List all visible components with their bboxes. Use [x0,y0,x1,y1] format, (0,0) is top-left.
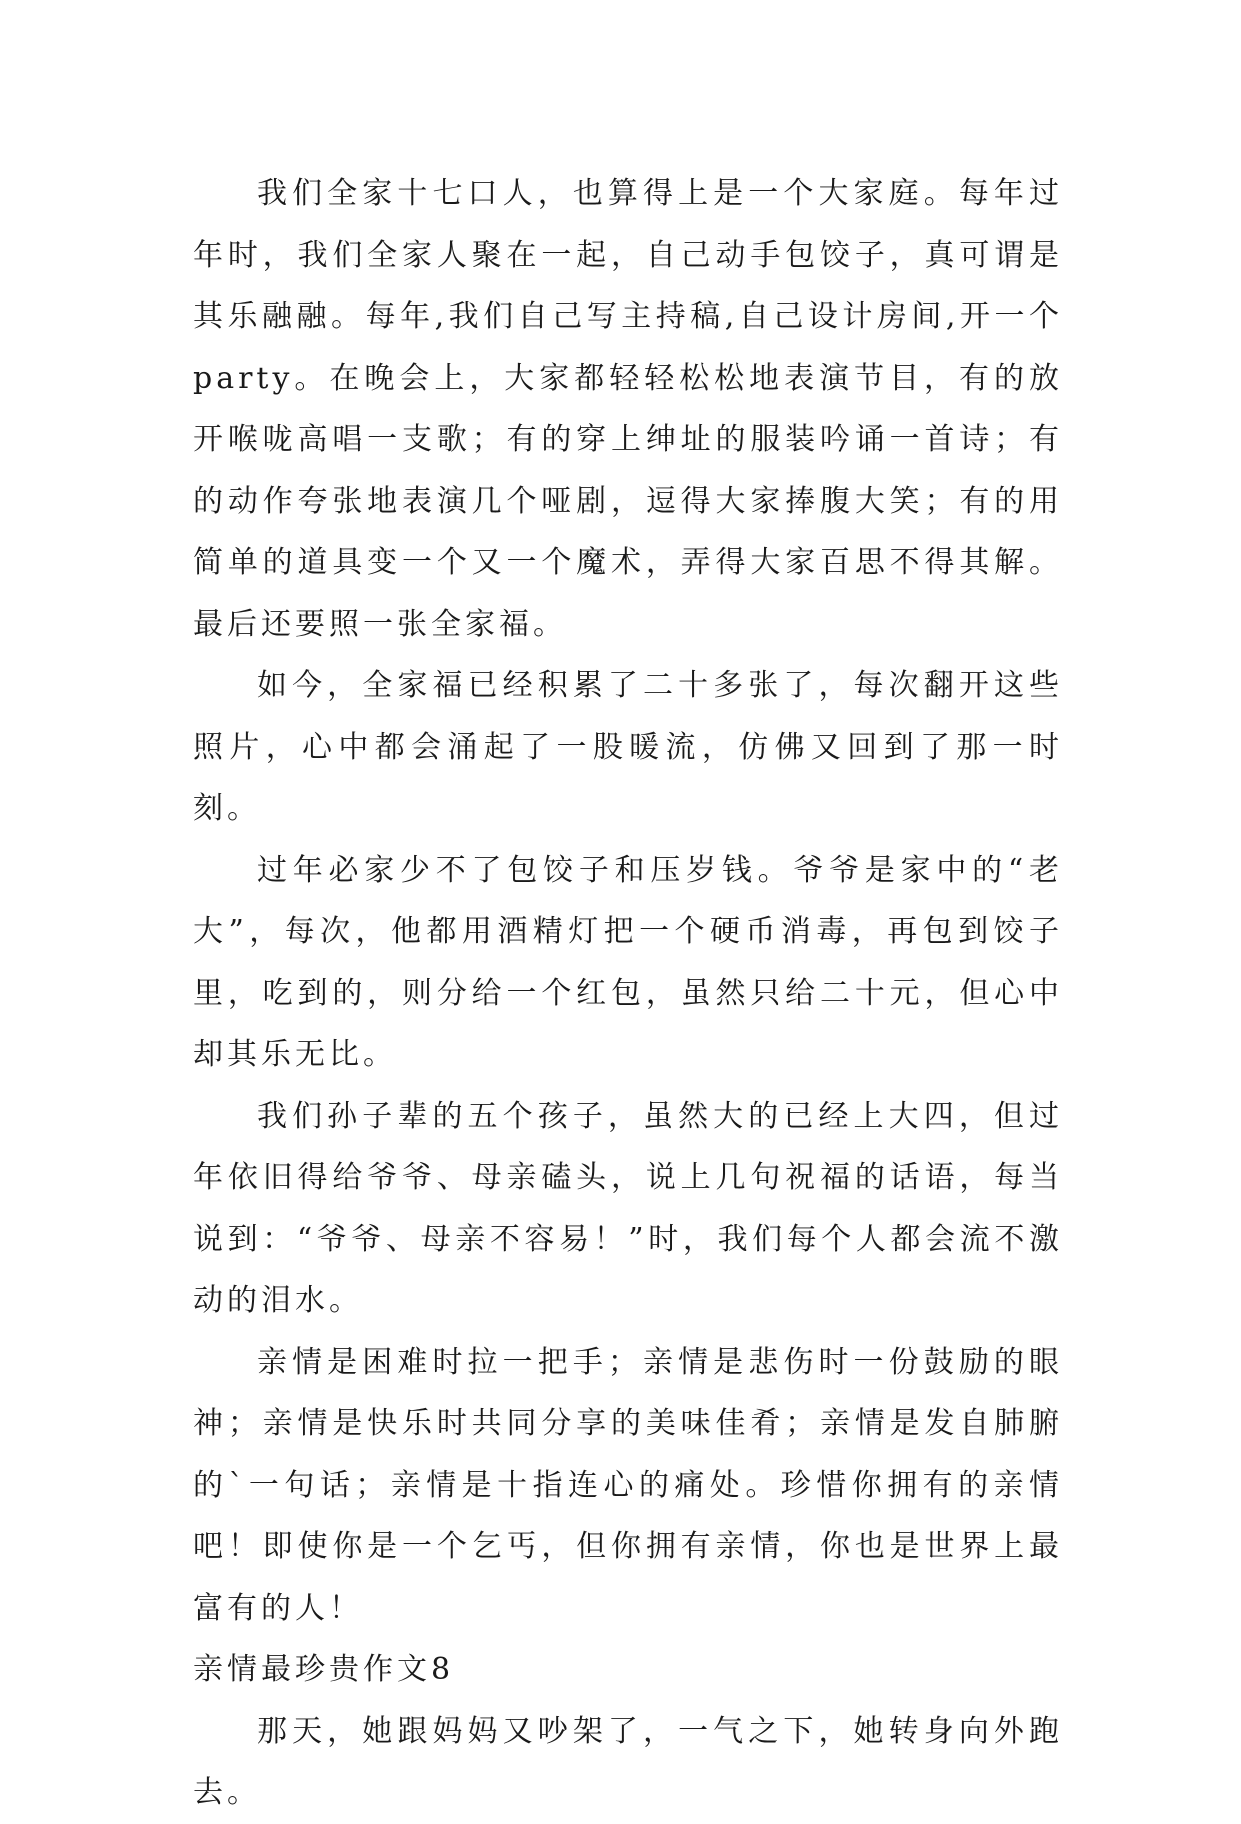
paragraph-family-party: 我们全家十七口人，也算得上是一个大家庭。每年过年时，我们全家人聚在一起，自己动手包饺子，真可谓是其乐融融。每年,我们自己写主持稿,自己设计房间,开一个party。在晚会上，大家都轻轻松松地表演节目，有的放开喉咙高唱一支歌；有的穿上绅址的服装吟诵一首诗；有的动作夸张地表演几个哑剧，逗得大家捧腹大笑；有的用简单的道具变一个又一个魔术，弄得大家百思不得其解。最后还要照一张全家福。 [193,176,1063,642]
paragraph-that-day: 那天，她跟妈妈又吵架了，一气之下，她转身向外跑去。 [193,1713,1063,1810]
document-body [193,163,1063,1824]
paragraph-family-photos: 如今，全家福已经积累了二十多张了，每次翻开这些照片，心中都会涌起了一股暖流，仿佛又回到了那一时刻。 [193,668,1063,826]
paragraph-grandchildren: 我们孙子辈的五个孩子，虽然大的已经上大四，但过年依旧得给爷爷、母亲磕头，说上几句祝福的话语，每当说到：“爷爷、母亲不容易！”时，我们每个人都会流不激动的泪水。 [193,1098,1063,1318]
paragraph-affection: 亲情是困难时拉一把手；亲情是悲伤时一份鼓励的眼神；亲情是快乐时共同分享的美味佳肴；亲情是发自肺腑的`一句话；亲情是十指连心的痛处。珍惜你拥有的亲情吧！即使你是一个乞丐，但你拥有亲情，你也是世界上最富有的人！ [193,1344,1063,1626]
paragraph-dumplings: 过年必家少不了包饺子和压岁钱。爷爷是家中的“老大”，每次，他都用酒精灯把一个硬币消毒，再包到饺子里，吃到的，则分给一个红包，虽然只给二十元，但心中却其乐无比。 [193,852,1063,1072]
section-heading: 亲情最珍贵作文8 [193,1652,455,1687]
